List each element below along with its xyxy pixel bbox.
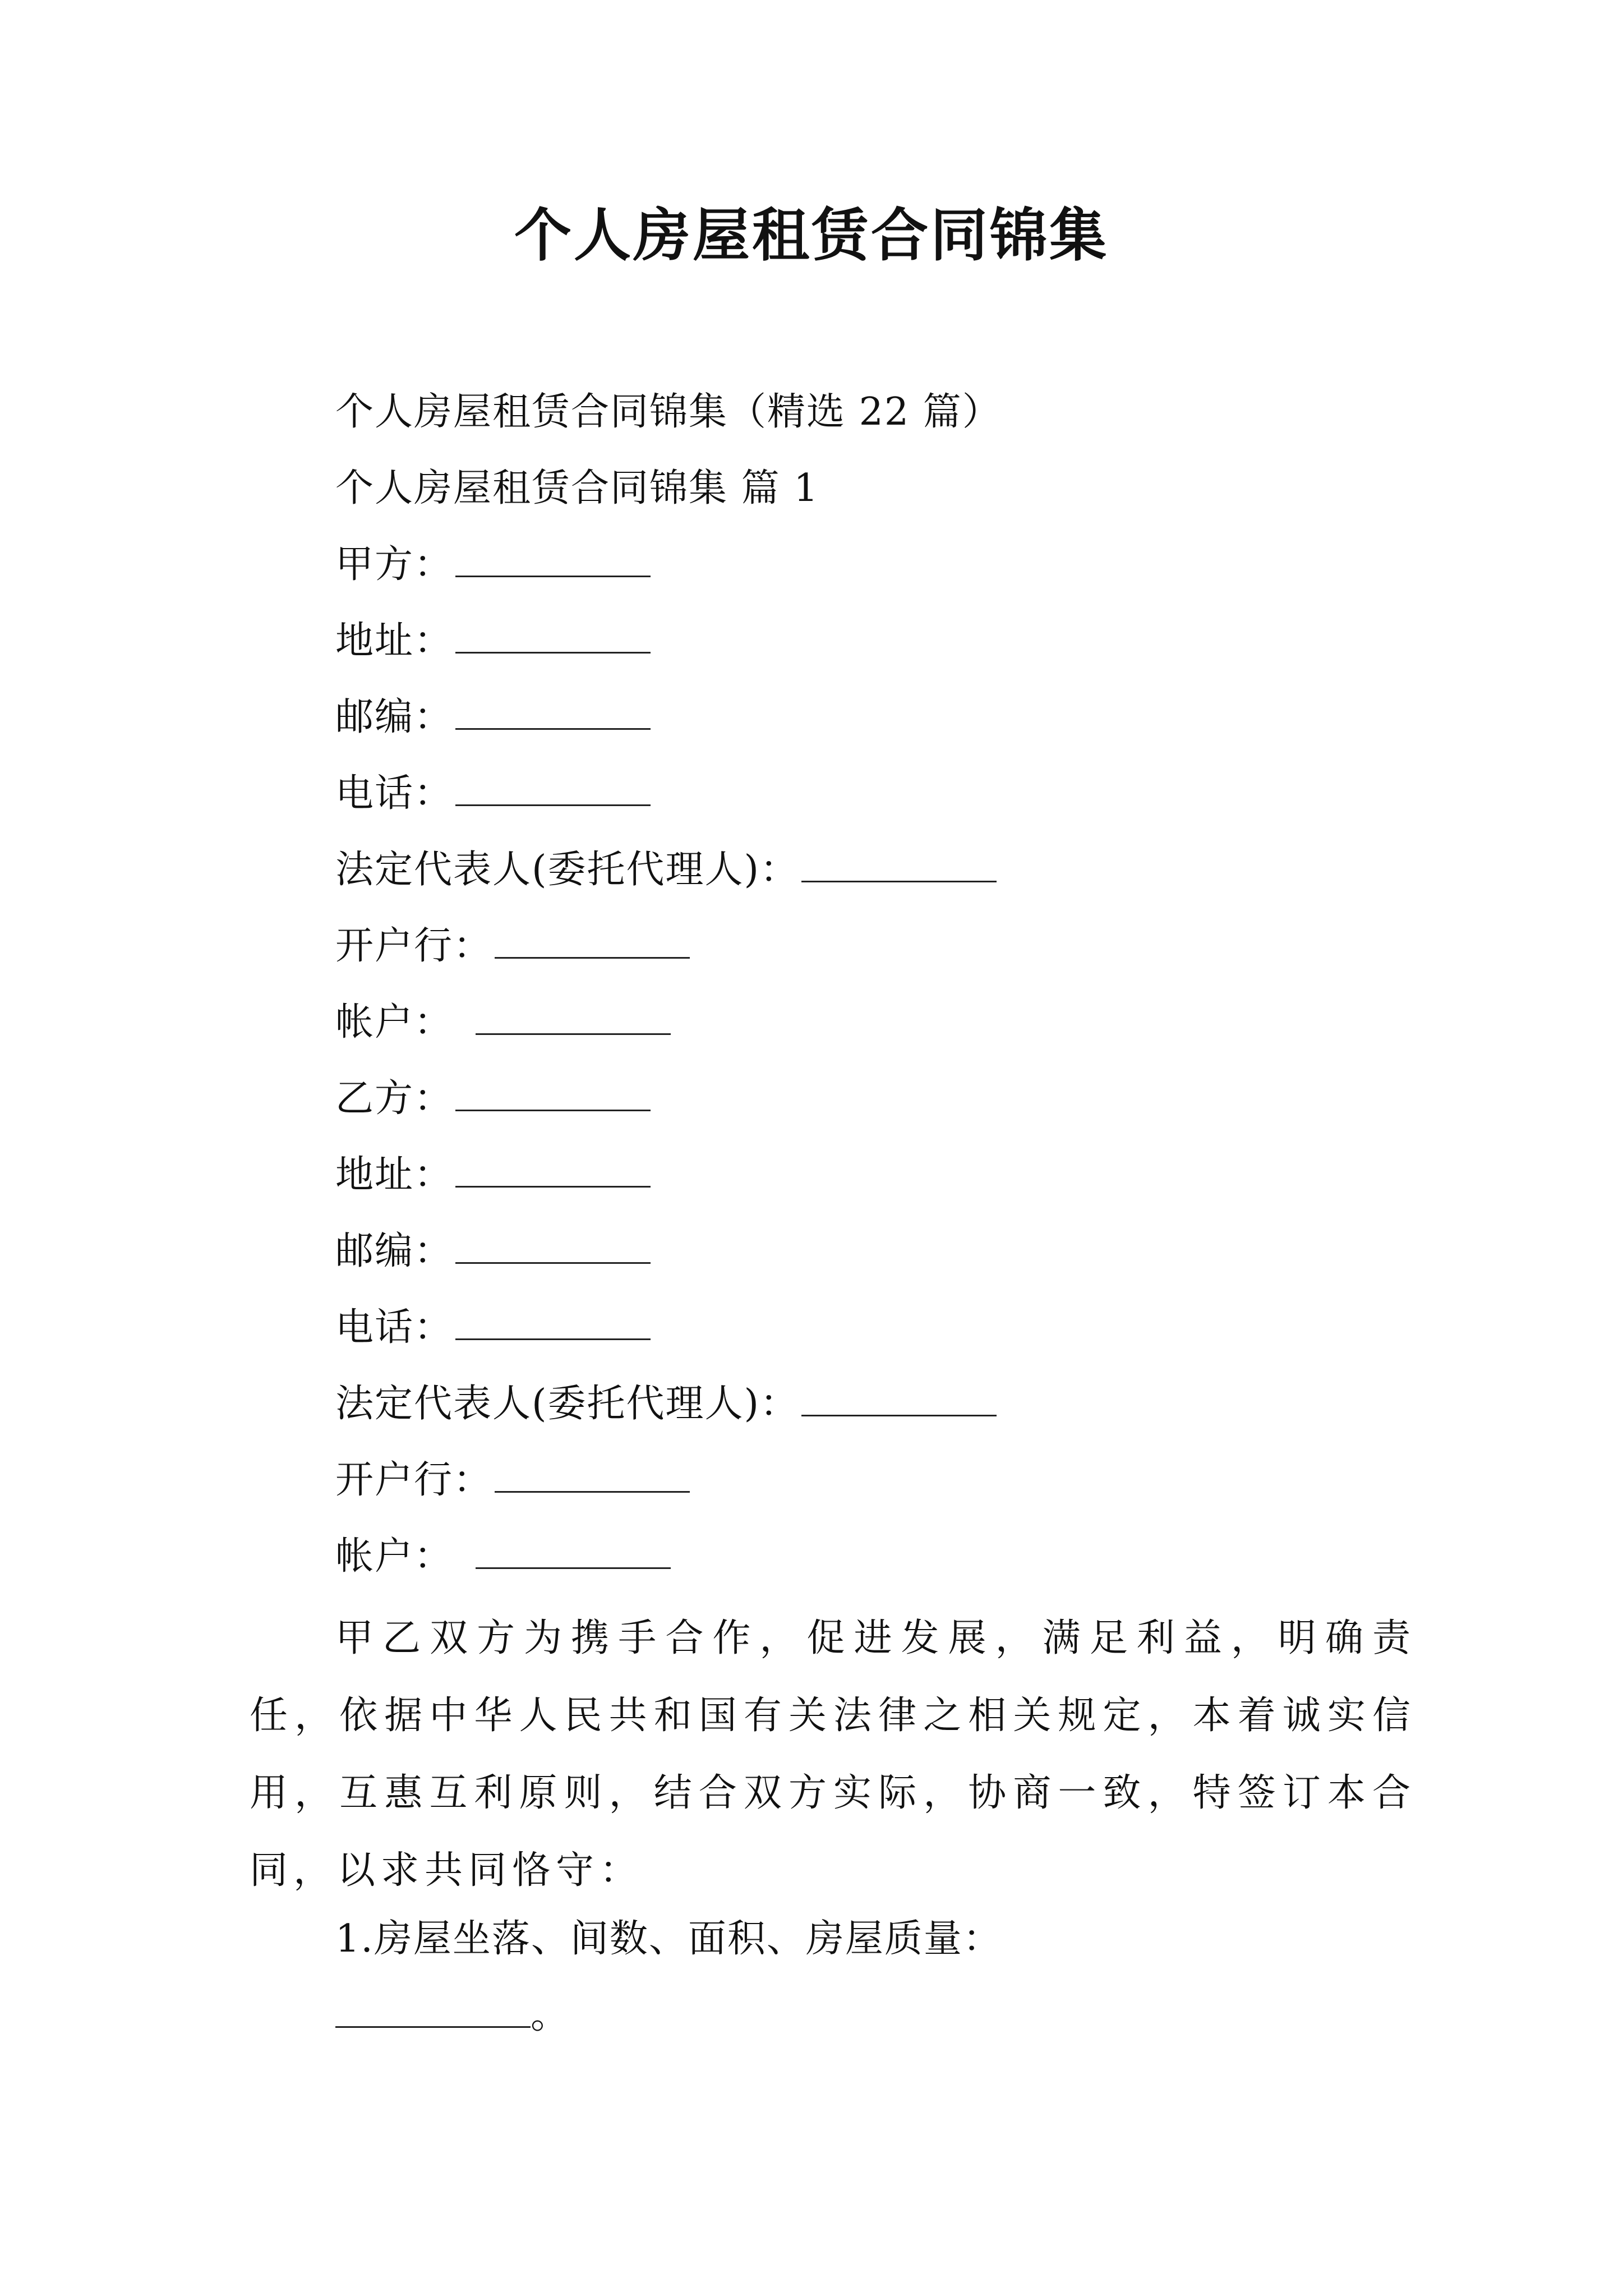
party-a-account-field — [335, 997, 671, 1048]
party-a-bank-field — [335, 921, 690, 972]
party-a-name-label: 甲方： — [335, 542, 454, 587]
preamble-paragraph: 甲乙双方为携手合作，促进发展，满足利益，明确责任，依据中华人民共和国有关法律之相关规定，本着诚实信用，互惠互利原则，结合双方实际，协商一致，特签订本合同，以求共同恪守： — [250, 1616, 1416, 1893]
party-b-address-label: 地址： — [335, 1153, 454, 1197]
party-b-postcode-label: 邮编： — [335, 1229, 454, 1273]
party-b-bank-label: 开户行： — [335, 1458, 493, 1502]
party-b-account-field — [335, 1531, 671, 1582]
fill-in-blank — [455, 1228, 651, 1264]
party-b-bank-field — [335, 1455, 690, 1506]
fill-in-blank — [495, 923, 690, 959]
fill-in-blank — [476, 1534, 671, 1569]
party-b-phone-field — [335, 1303, 651, 1353]
party-b-legal-rep-field — [335, 1379, 997, 1429]
party-b-name-label: 乙方： — [335, 1076, 454, 1121]
fill-in-blank — [455, 1305, 651, 1340]
clause-1-period: 。 — [531, 1993, 570, 2037]
party-a-legal-rep-field — [335, 845, 997, 895]
party-a-postcode-label: 邮编： — [335, 695, 454, 739]
fill-in-blank — [476, 1000, 671, 1035]
party-b-account-label: 帐户： — [335, 1534, 454, 1579]
party-b-legal-rep-label: 法定代表人(委托代理人)： — [335, 1382, 800, 1426]
document-title: 个人房屋租赁合同锦集 — [514, 202, 1109, 269]
fill-in-blank — [801, 1381, 997, 1416]
party-b-postcode-field — [335, 1226, 651, 1277]
fill-in-blank — [455, 1152, 651, 1188]
party-a-address-field — [335, 616, 651, 666]
party-b-address-field — [335, 1150, 651, 1200]
fill-in-blank — [455, 771, 651, 806]
party-a-bank-label: 开户行： — [335, 924, 493, 968]
fill-in-blank — [455, 1076, 651, 1111]
party-a-phone-label: 电话： — [335, 771, 454, 816]
fill-in-blank — [335, 1993, 531, 2028]
section-heading: 个人房屋租赁合同锦集 篇 1 — [335, 466, 819, 510]
document-subtitle: 个人房屋租赁合同锦集（精选 22 篇） — [335, 390, 1002, 434]
party-a-account-label: 帐户： — [335, 1000, 454, 1045]
fill-in-blank — [455, 542, 651, 577]
fill-in-blank — [455, 694, 651, 730]
fill-in-blank — [801, 847, 997, 882]
party-b-phone-label: 电话： — [335, 1305, 454, 1350]
clause-1-heading: 1.房屋坐落、间数、面积、房屋质量： — [335, 1917, 1002, 1961]
party-a-postcode-field — [335, 692, 651, 743]
party-a-address-label: 地址： — [335, 619, 454, 663]
fill-in-blank — [455, 618, 651, 654]
party-a-legal-rep-label: 法定代表人(委托代理人)： — [335, 848, 800, 892]
party-a-name-field — [335, 540, 651, 590]
party-a-phone-field — [335, 769, 651, 819]
fill-in-blank — [495, 1457, 690, 1493]
clause-1-blank-line — [335, 1990, 570, 2041]
party-b-name-field — [335, 1074, 651, 1124]
